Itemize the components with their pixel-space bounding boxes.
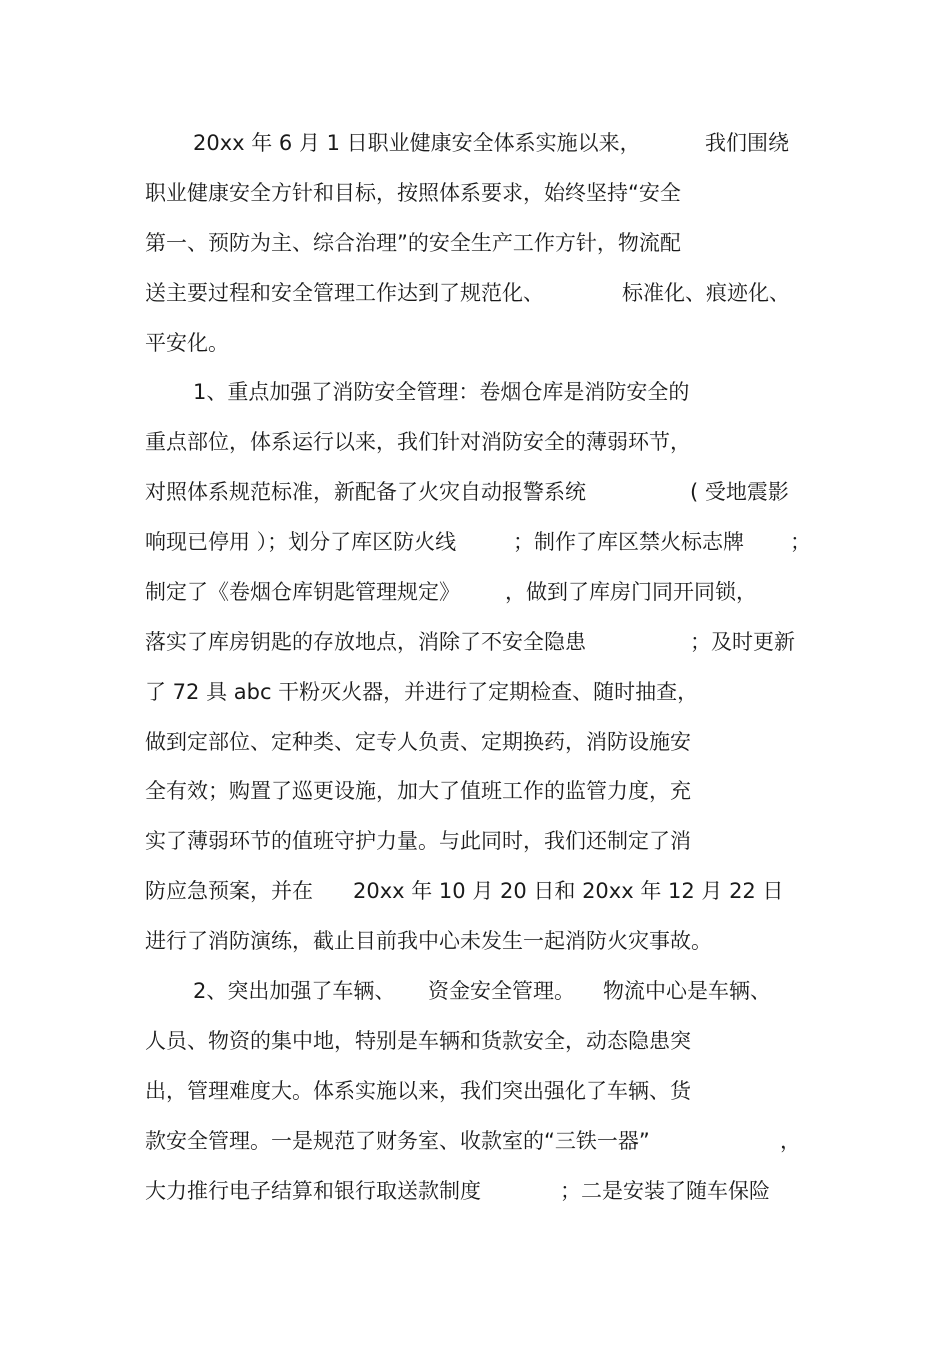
text-segment: 大力推行电子结算和银行取送款制度	[145, 1179, 481, 1203]
text-line	[0, 977, 950, 1027]
text-segment: 出，管理难度大。体系实施以来，我们突出强化了车辆、货	[145, 1079, 691, 1103]
text-segment: 第一、预防为主、综合治理”的安全生产工作方针，物流配	[145, 231, 681, 255]
text-segment: 平安化。	[145, 331, 229, 355]
text-line	[0, 678, 950, 728]
text-segment: ，	[780, 1129, 801, 1153]
text-segment: 资金安全管理。	[428, 979, 575, 1003]
text-line	[0, 478, 950, 528]
text-line	[0, 279, 950, 329]
text-segment: 落实了库房钥匙的存放地点，消除了不安全隐患	[145, 630, 586, 654]
text-line	[0, 528, 950, 578]
text-line	[0, 578, 950, 628]
text-line	[0, 428, 950, 478]
text-segment: 我们围绕	[705, 131, 789, 155]
text-line	[0, 179, 950, 229]
text-segment: ( 受地震影	[690, 480, 789, 504]
text-line	[0, 728, 950, 778]
text-segment: 20xx 年 6 月 1 日职业健康安全体系实施以来，	[193, 131, 641, 155]
text-line	[0, 927, 950, 977]
text-segment: 实了薄弱环节的值班守护力量。与此同时，我们还制定了消	[145, 829, 691, 853]
text-segment: ，做到了库房门同开同锁，	[505, 580, 757, 604]
text-line	[0, 129, 950, 179]
text-segment: 1、重点加强了消防安全管理：卷烟仓库是消防安全的	[193, 380, 690, 404]
text-line	[0, 378, 950, 428]
text-line	[0, 329, 950, 379]
text-segment: 防应急预案，并在	[145, 879, 313, 903]
text-line	[0, 1177, 950, 1227]
text-segment: ；	[790, 530, 811, 554]
text-segment: 职业健康安全方针和目标，按照体系要求，始终坚持“安全	[145, 181, 681, 205]
text-line	[0, 1127, 950, 1177]
text-segment: 进行了消防演练，截止目前我中心未发生一起消防火灾事故。	[145, 929, 712, 953]
text-segment: 20xx 年 10 月 20 日和 20xx 年 12 月 22 日	[353, 879, 784, 903]
text-segment: 重点部位，体系运行以来，我们针对消防安全的薄弱环节，	[145, 430, 691, 454]
text-segment: 人员、物资的集中地，特别是车辆和货款安全，动态隐患突	[145, 1029, 691, 1053]
text-line	[0, 229, 950, 279]
text-segment: 物流中心是车辆、	[603, 979, 771, 1003]
text-line	[0, 877, 950, 927]
text-segment: ；及时更新	[690, 630, 795, 654]
text-segment: 2、突出加强了车辆、	[193, 979, 396, 1003]
text-line	[0, 1027, 950, 1077]
text-segment: 标准化、痕迹化、	[622, 281, 790, 305]
text-line	[0, 628, 950, 678]
text-segment: 全有效；购置了巡更设施，加大了值班工作的监管力度，充	[145, 779, 691, 803]
text-segment: 了 72 具 abc 干粉灭火器，并进行了定期检查、随时抽查，	[145, 680, 699, 704]
text-segment: ；制作了库区禁火标志牌	[513, 530, 744, 554]
text-segment: 款安全管理。一是规范了财务室、收款室的“三铁一器”	[145, 1129, 650, 1153]
text-segment: 送主要过程和安全管理工作达到了规范化、	[145, 281, 544, 305]
text-segment: ；二是安装了随车保险	[560, 1179, 770, 1203]
text-segment: 制定了《卷烟仓库钥匙管理规定》	[145, 580, 460, 604]
text-line	[0, 777, 950, 827]
text-line	[0, 1077, 950, 1127]
text-segment: 对照体系规范标准，新配备了火灾自动报警系统	[145, 480, 586, 504]
text-line	[0, 827, 950, 877]
text-segment: 响现已停用 ）；划分了库区防火线	[145, 530, 457, 554]
text-segment: 做到定部位、定种类、定专人负责、定期换药，消防设施安	[145, 730, 691, 754]
